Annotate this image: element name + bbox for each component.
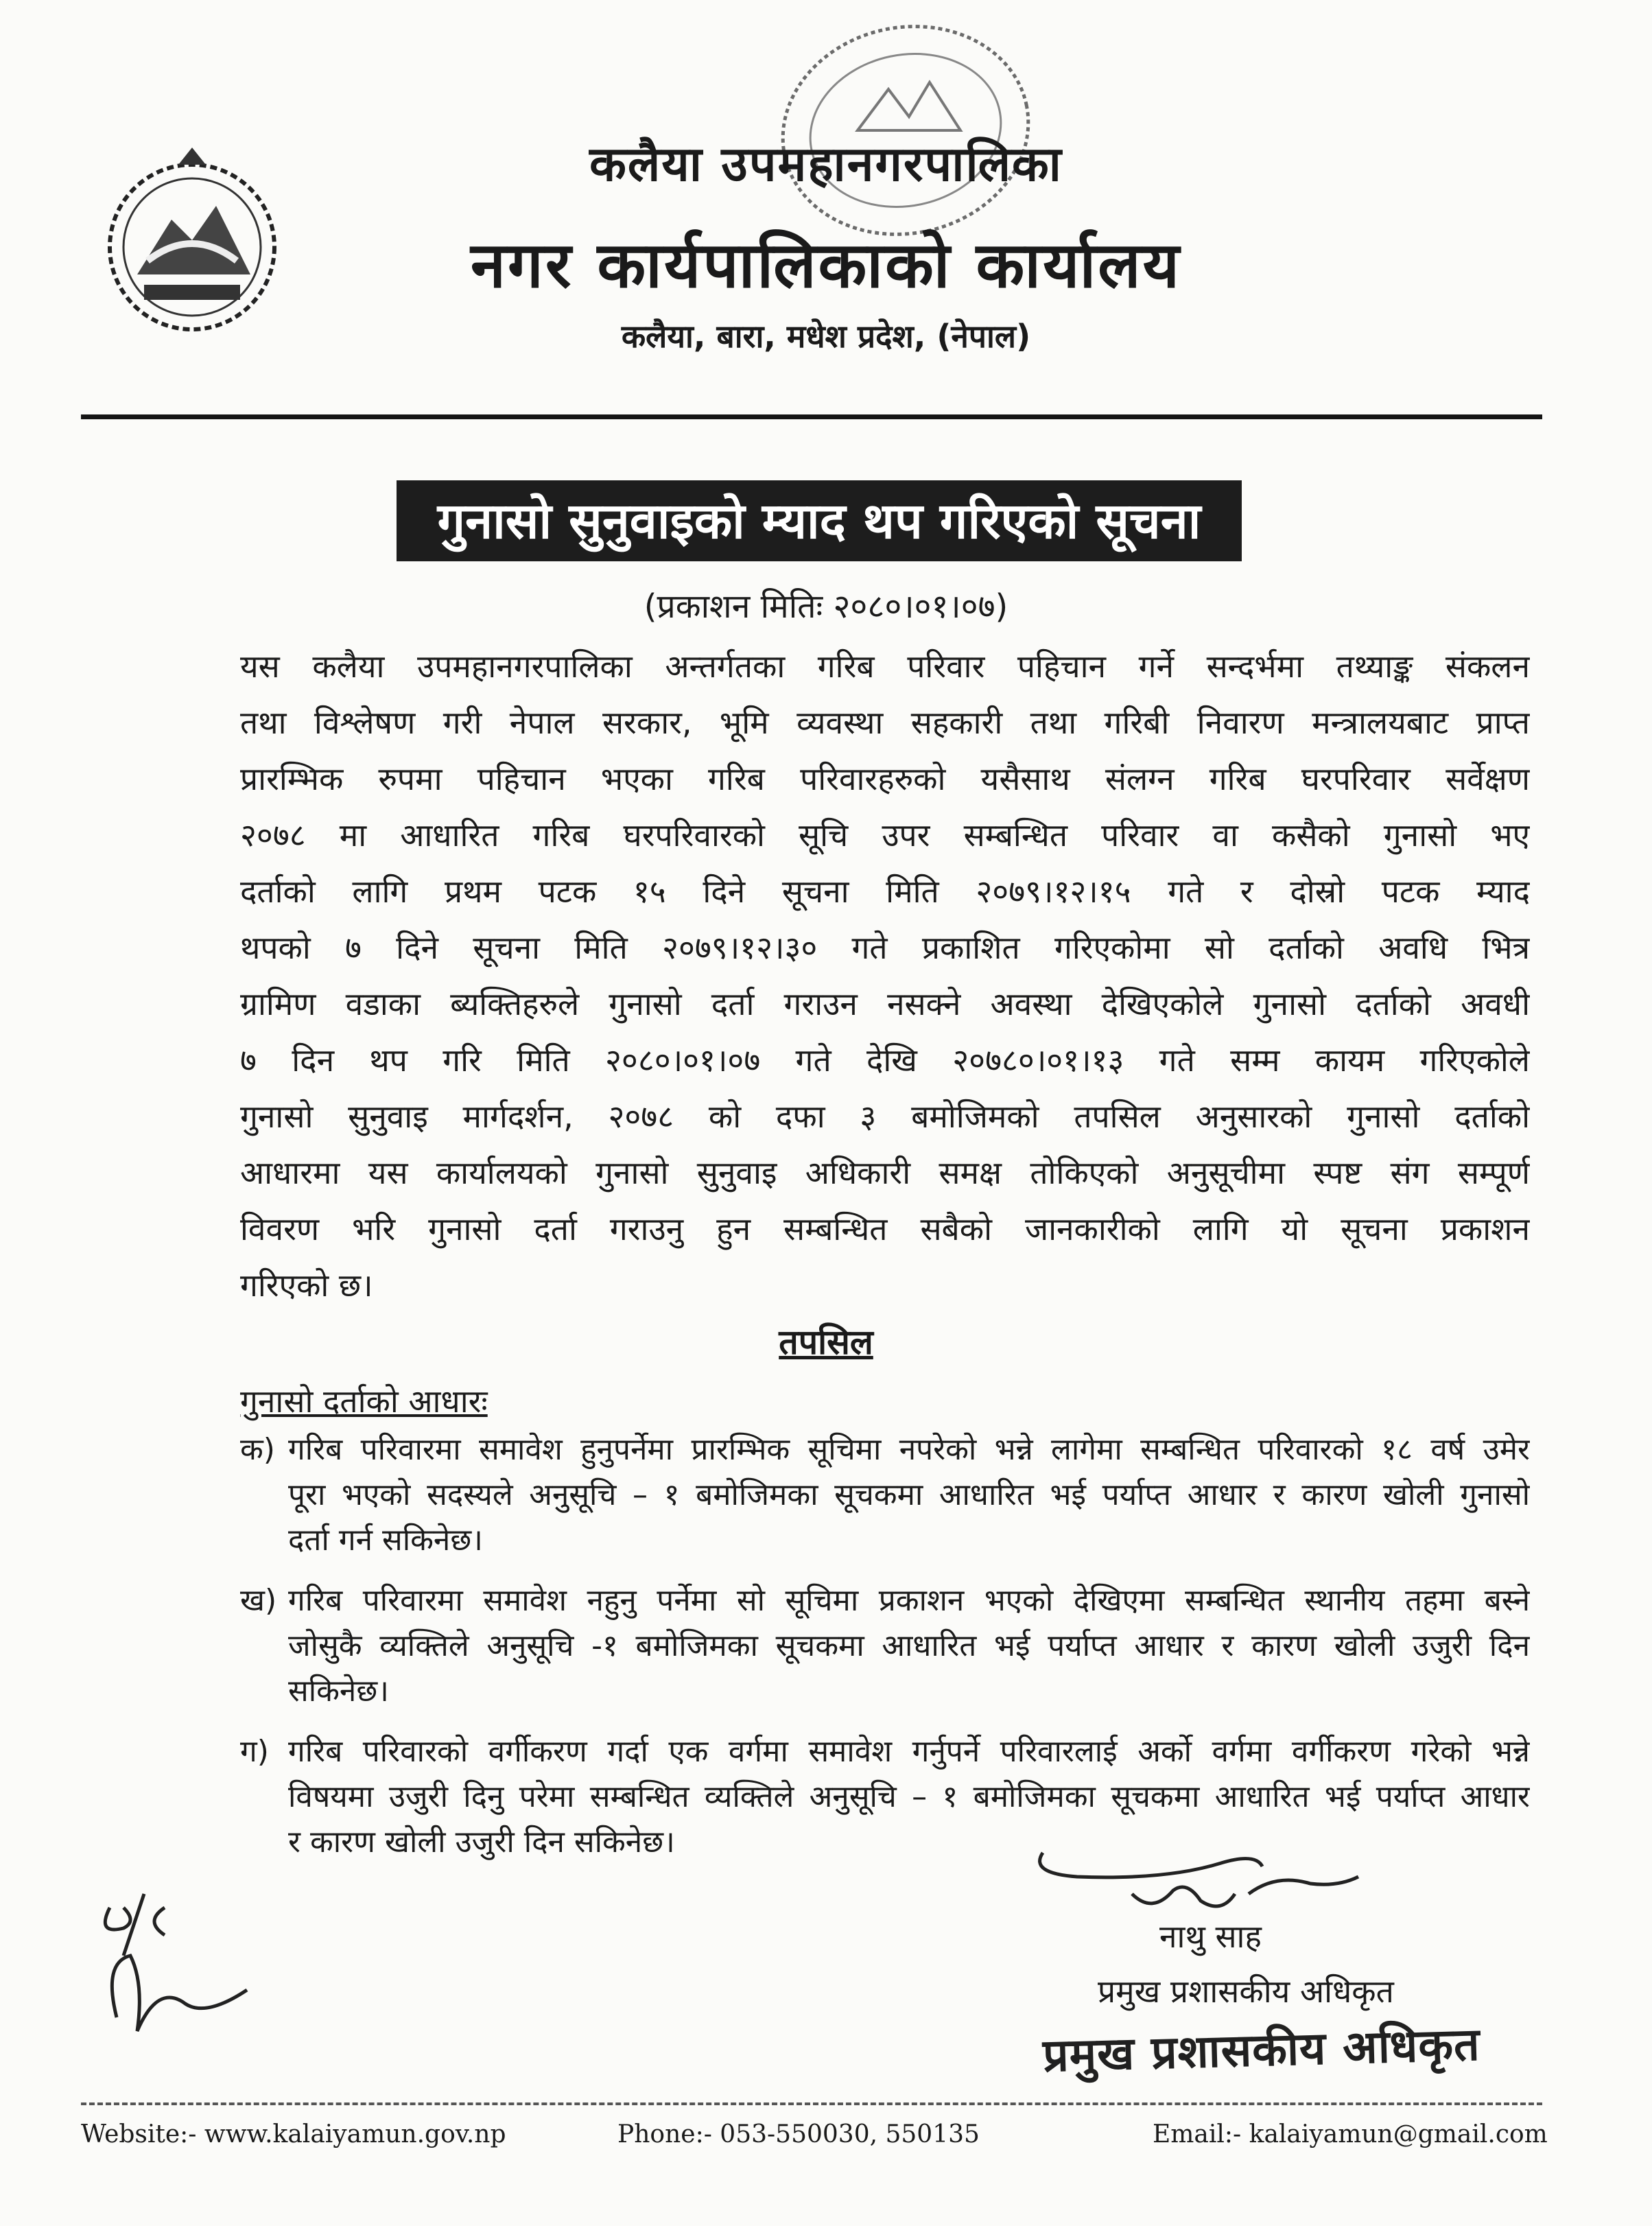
body-line: ७ दिन थप गरि मिति २०८०।०१।०७ गते देखि २०७८०।०१।१३ गते सम्म कायम गरिएकोले bbox=[240, 1042, 1530, 1079]
point-line: दर्ता गर्न सकिनेछ। bbox=[288, 1523, 483, 1558]
list-item bbox=[240, 1427, 1530, 1563]
body-line: तथा विश्लेषण गरी नेपाल सरकार, भूमि व्यवस्था सहकारी तथा गरिबी निवारण मन्त्रालयबाट प्राप्त bbox=[240, 704, 1530, 741]
signer-name: नाथु साह bbox=[1159, 1918, 1262, 1955]
point-marker: क) bbox=[240, 1432, 275, 1467]
designation-stamp: प्रमुख प्रशासकीय अधिकृत bbox=[1042, 2017, 1481, 2083]
footer-phone: Phone:- 053-550030, 550135 bbox=[617, 2120, 980, 2148]
body-line: प्रारम्भिक रुपमा पहिचान भएका गरिब परिवारहरुको यसैसाथ संलग्न गरिब घरपरिवार सर्वेक्षण bbox=[240, 760, 1530, 797]
office-name: नगर कार्यपालिकाको कार्यालय bbox=[470, 229, 1182, 302]
point-line: गरिब परिवारमा समावेश हुनुपर्नेमा प्रारम्भिक सूचिमा नपरेको भन्ने लागेमा सम्बन्धित परिवारको १८ वर्ष उमेर bbox=[288, 1432, 1530, 1467]
point-line: जोसुकै व्यक्तिले अनुसूचि -१ बमोजिमका सूचकमा आधारित भई पर्याप्त आधार र कारण खोली उजुरी दिन bbox=[288, 1628, 1530, 1663]
body-line: दर्ताको लागि प्रथम पटक १५ दिने सूचना मिति २०७९।१२।१५ गते र दोस्रो पटक म्याद bbox=[240, 873, 1530, 910]
body-line: २०७८ मा आधारित गरिब घरपरिवारको सूचि उपर सम्बन्धित परिवार वा कसैको गुनासो भए bbox=[240, 817, 1530, 854]
body-line: गरिएको छ। bbox=[240, 1267, 373, 1304]
header-divider bbox=[81, 414, 1542, 419]
list-item bbox=[240, 1578, 1530, 1714]
footer-website[interactable]: Website:- www.kalaiyamun.gov.np bbox=[81, 2120, 506, 2148]
body-line: यस कलैया उपमहानगरपालिका अन्तर्गतका गरिब परिवार पहिचान गर्ने सन्दर्भमा तथ्याङ्क संकलन bbox=[240, 648, 1530, 685]
basis-heading: गुनासो दर्ताको आधारः bbox=[240, 1383, 488, 1420]
handwritten-signature-icon bbox=[1015, 1825, 1386, 1928]
point-line: र कारण खोली उजुरी दिन सकिनेछ। bbox=[288, 1825, 675, 1860]
point-line: सकिनेछ। bbox=[288, 1674, 389, 1709]
point-marker: ग) bbox=[240, 1734, 269, 1769]
point-marker: ख) bbox=[240, 1583, 277, 1618]
footer-divider bbox=[81, 2102, 1542, 2105]
body-line: विवरण भरि गुनासो दर्ता गराउनु हुन सम्बन्धित सबैको जानकारीको लागि यो सूचना प्रकाशन bbox=[240, 1210, 1530, 1247]
footer-email[interactable]: Email:- kalaiyamun@gmail.com bbox=[1153, 2120, 1548, 2148]
schedule-heading: तपसिल bbox=[779, 1322, 873, 1362]
office-address: कलैया, बारा, मधेश प्रदेश, (नेपाल) bbox=[621, 318, 1031, 355]
body-line: थपको ७ दिने सूचना मिति २०७९।१२।३० गते प्रकाशित गरिएकोमा सो दर्ताको अवधि भित्र bbox=[240, 929, 1530, 966]
point-line: पूरा भएको सदस्यले अनुसूचि – १ बमोजिमका सूचकमा आधारित भई पर्याप्त आधार र कारण खोली गुनासो bbox=[288, 1477, 1530, 1512]
notice-title: गुनासो सुनुवाइको म्याद थप गरिएको सूचना bbox=[397, 480, 1242, 561]
signer-title: प्रमुख प्रशासकीय अधिकृत bbox=[1098, 1973, 1394, 2010]
body-line: आधारमा यस कार्यालयको गुनासो सुनुवाइ अधिकारी समक्ष तोकिएको अनुसूचीमा स्पष्ट संग सम्पूर्ण bbox=[240, 1154, 1530, 1191]
point-line: गरिब परिवारको वर्गीकरण गर्दा एक वर्गमा समावेश गर्नुपर्ने परिवारलाई अर्को वर्गमा वर्गीकरण गरेको भन्ने bbox=[288, 1734, 1530, 1769]
handwritten-initial-icon bbox=[82, 1880, 261, 2059]
body-line: गुनासो सुनुवाइ मार्गदर्शन, २०७८ को दफा ३ बमोजिमको तपसिल अनुसारको गुनासो दर्ताको bbox=[240, 1098, 1530, 1135]
basis-points-list bbox=[240, 1427, 1530, 1880]
point-line: गरिब परिवारमा समावेश नहुनु पर्नेमा सो सूचिमा प्रकाशन भएको देखिएमा सम्बन्धित स्थानीय तहमा बस्ने bbox=[288, 1583, 1530, 1618]
municipality-name: कलैया उपमहानगरपालिका bbox=[589, 136, 1063, 192]
notice-body bbox=[240, 638, 1530, 1313]
publication-date: (प्रकाशन मितिः २०८०।०१।०७) bbox=[644, 587, 1008, 626]
body-line: ग्रामिण वडाका ब्यक्तिहरुले गुनासो दर्ता गराउन नसक्ने अवस्था देखिएकोले गुनासो दर्ताको अवधी bbox=[240, 985, 1530, 1022]
point-line: विषयमा उजुरी दिनु परेमा सम्बन्धित व्यक्तिले अनुसूचि – १ बमोजिमका सूचकमा आधारित भई पर्याप्त आधार bbox=[288, 1779, 1530, 1814]
